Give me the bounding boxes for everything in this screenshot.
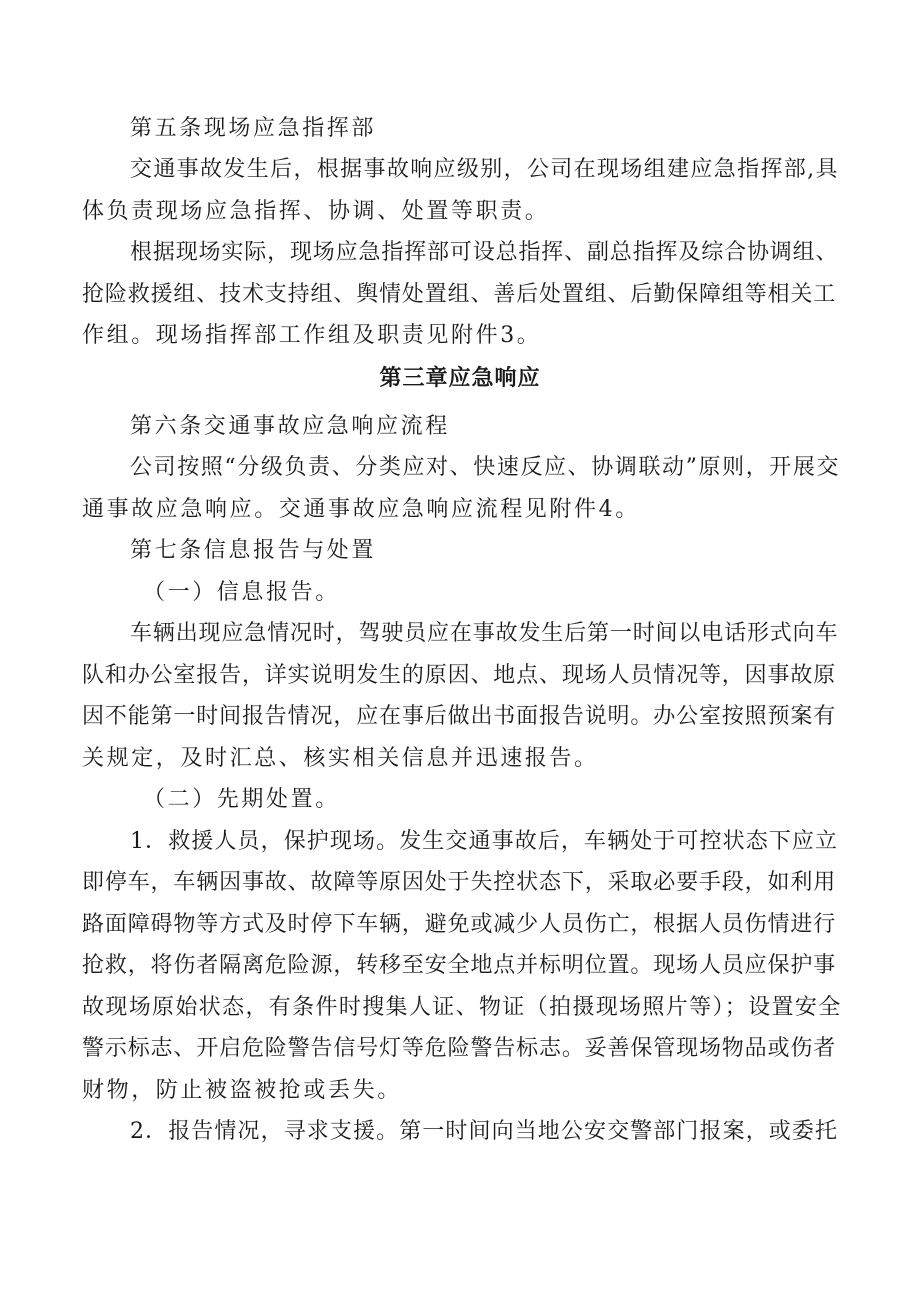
article-5-title: 第五条现场应急指挥部 bbox=[130, 116, 377, 141]
paragraph-line: 作组。现场指挥部工作组及职责见附件3。 bbox=[82, 323, 542, 348]
paragraph-line: 财物，防止被盗被抢或丢失。 bbox=[82, 1078, 402, 1103]
paragraph-line: 车辆出现应急情况时，驾驶员应在事故发生后第一时间以电话形式向车 bbox=[130, 621, 839, 646]
paragraph-line: 即停车，车辆因事故、故障等原因处于失控状态下，采取必要手段，如利用 bbox=[82, 870, 837, 895]
paragraph-line: 队和办公室报告，详实说明发生的原因、地点、现场人员情况等，因事故原 bbox=[82, 663, 837, 688]
paragraph-line: 2．报告情况，寻求支援。第一时间向当地公安交警部门报案，或委托 bbox=[130, 1119, 839, 1144]
paragraph-line: 根据现场实际，现场应急指挥部可设总指挥、副总指挥及综合协调组、 bbox=[130, 240, 839, 265]
paragraph-line: 交通事故发生后，根据事故响应级别，公司在现场组建应急指挥部,具 bbox=[130, 157, 839, 182]
paragraph-line: 通事故应急响应。交通事故应急响应流程见附件4。 bbox=[82, 497, 640, 522]
subsection-heading: （一）信息报告。 bbox=[143, 580, 340, 605]
paragraph-line: 公司按照“分级负责、分类应对、快速反应、协调联动”原则，开展交 bbox=[130, 455, 841, 480]
paragraph-line: 抢险救援组、技术支持组、舆情处置组、善后处置组、后勤保障组等相关工 bbox=[82, 282, 837, 307]
paragraph-line: 关规定，及时汇总、核实相关信息并迅速报告。 bbox=[82, 746, 599, 771]
paragraph-line: 故现场原始状态，有条件时搜集人证、物证（拍摄现场照片等）；设置安全 bbox=[82, 995, 842, 1020]
article-6-title: 第六条交通事故应急响应流程 bbox=[130, 414, 450, 439]
article-7-title: 第七条信息报告与处置 bbox=[130, 538, 377, 563]
paragraph-line: 路面障碍物等方式及时停下车辆，避免或减少人员伤亡，根据人员伤情进行 bbox=[82, 912, 837, 937]
paragraph-line: 因不能第一时间报告情况，应在事后做出书面报告说明。办公室按照预案有 bbox=[82, 704, 837, 729]
subsection-heading: （二）先期处置。 bbox=[143, 787, 340, 812]
paragraph-line: 警示标志、开启危险警告信号灯等危险警告标志。妥善保管现场物品或伤者 bbox=[82, 1036, 837, 1061]
paragraph-line: 抢救，将伤者隔离危险源，转移至安全地点并标明位置。现场人员应保护事 bbox=[82, 953, 837, 978]
paragraph-line: 体负责现场应急指挥、协调、处置等职责。 bbox=[82, 199, 550, 224]
paragraph-line: 1．救援人员，保护现场。发生交通事故后，车辆处于可控状态下应立 bbox=[130, 829, 839, 854]
chapter-heading: 第三章应急响应 bbox=[379, 366, 541, 391]
